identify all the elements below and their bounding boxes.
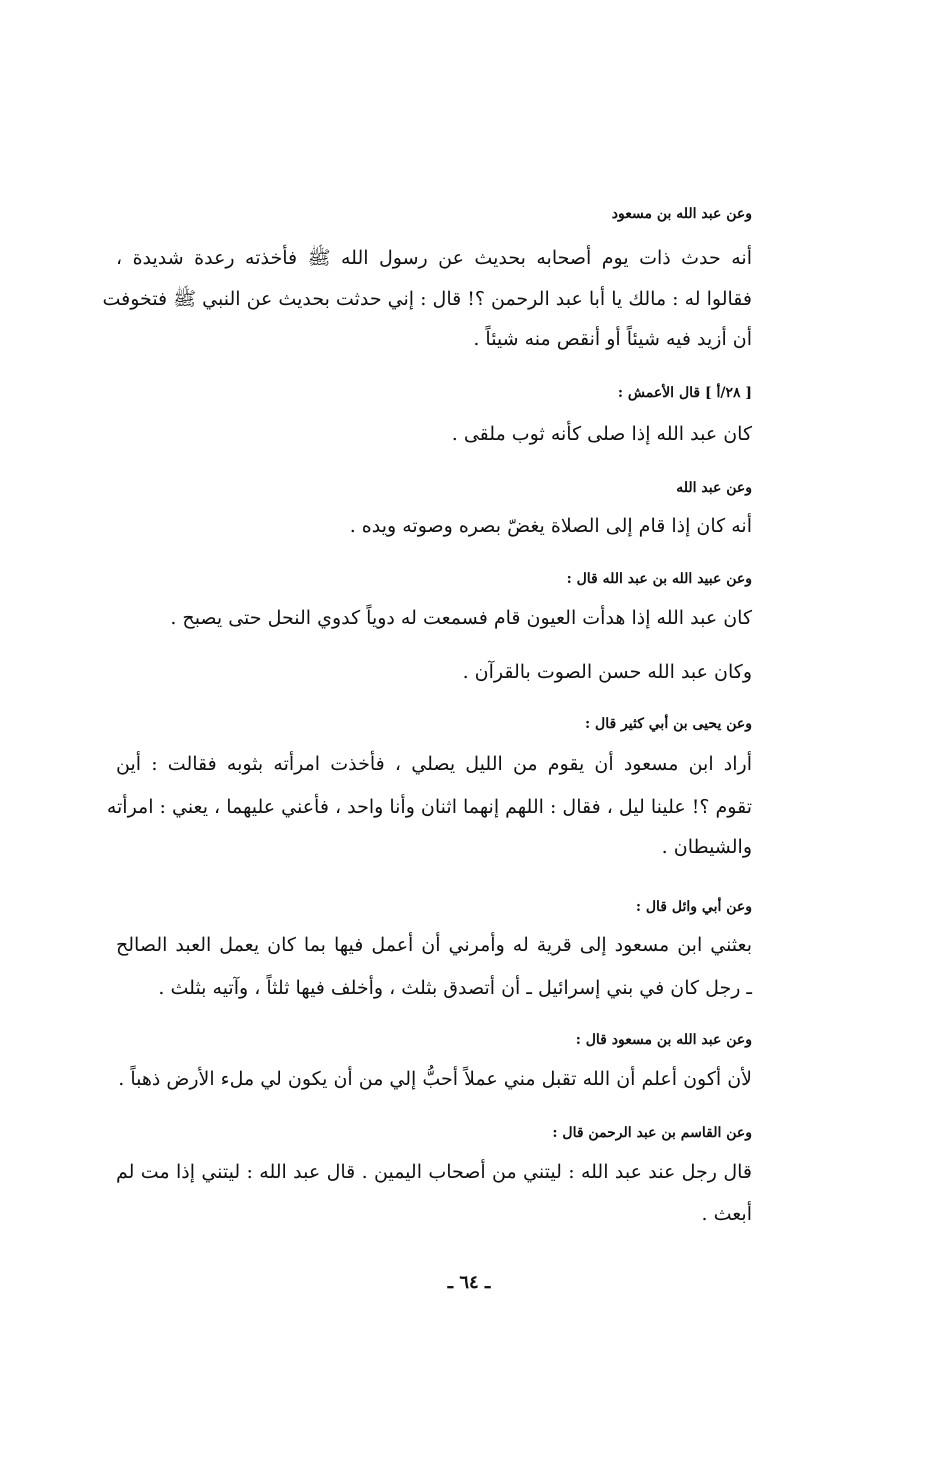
text-line: أنه كان إذا قام إلى الصلاة يغضّ بصره وصوته ويده . [349, 515, 752, 537]
text-line: أن أزيد فيه شيئاً أو أنقص منه شيئاً . [473, 328, 752, 350]
text-line: أراد ابن مسعود أن يقوم من الليل يصلي ، فأخذت امرأته بثوبه فقالت : أين [116, 753, 752, 775]
text-line: فقالوا له : مالك يا أبا عبد الرحمن ؟! قال : إني حدثت بحديث عن النبي ﷺ فتخوفت [102, 288, 752, 310]
text-line: أنه حدث ذات يوم أصحابه بحديث عن رسول الله ﷺ فأخذته رعدة شديدة ، [116, 247, 752, 269]
text-line: أبعث . [701, 1203, 752, 1225]
section-heading: وعن عبد الله بن مسعود قال : [575, 1032, 752, 1048]
text-line: تقوم ؟! علينا ليل ، فقال : اللهم إنهما اثنان وأنا واحد ، فأعني عليهما ، يعني : امرأته [106, 796, 752, 818]
text-line: كان عبد الله إذا صلى كأنه ثوب ملقى . [451, 423, 752, 445]
section-heading: وعن عبد الله بن مسعود [611, 206, 752, 222]
section-heading: وعن القاسم بن عبد الرحمن قال : [552, 1125, 752, 1141]
section-heading: وعن أبي وائل قال : [635, 899, 752, 915]
section-heading: وعن يحيى بن أبي كثير قال : [585, 716, 752, 732]
section-heading: وعن عبد الله [676, 480, 752, 496]
text-line: لأن أكون أعلم أن الله تقبل مني عملاً أحبُّ إلي من أن يكون لي ملء الأرض ذهباً . [118, 1068, 752, 1090]
text-line: كان عبد الله إذا هدأت العيون قام فسمعت له دوياً كدوي النحل حتى يصبح . [170, 607, 752, 629]
section-heading: [ ٢٨/أ ] قال الأعمش : [617, 385, 752, 401]
text-line: والشيطان . [661, 836, 752, 858]
section-heading: وعن عبيد الله بن عبد الله قال : [566, 571, 752, 587]
text-line: بعثني ابن مسعود إلى قرية له وأمرني أن أعمل فيها بما كان يعمل العبد الصالح [116, 934, 752, 956]
page-number: ـ ٦٤ ـ [447, 1272, 491, 1293]
text-line: ـ رجل كان في بني إسرائيل ـ أن أتصدق بثلث ، وأخلف فيها ثلثاً ، وآتيه بثلث . [158, 977, 752, 999]
text-line: قال رجل عند عبد الله : ليتني من أصحاب اليمين . قال عبد الله : ليتني إذا مت لم [116, 1161, 752, 1183]
text-line: وكان عبد الله حسن الصوت بالقرآن . [462, 661, 752, 683]
